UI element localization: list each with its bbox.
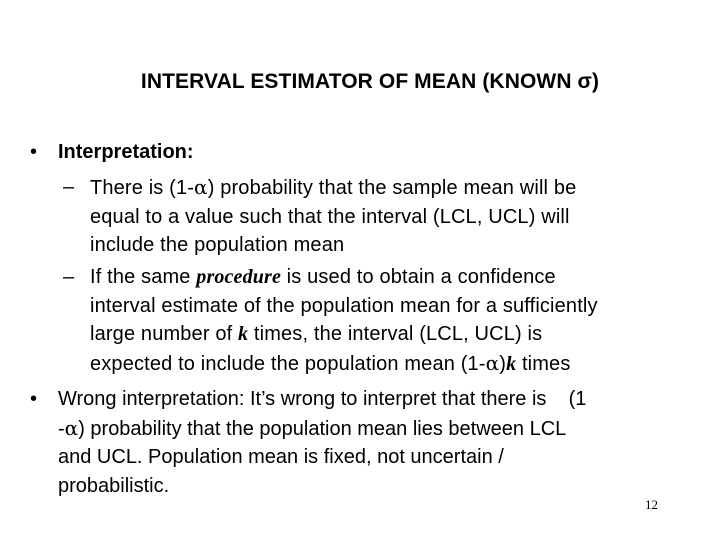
text-line: Wrong interpretation: It’s wrong to interpret that there is (1 (58, 388, 587, 410)
subitem-marker: – (63, 266, 75, 288)
text-line: -α) probability that the population mean lies between LCL (58, 415, 567, 440)
slide-title: INTERVAL ESTIMATOR OF MEAN (KNOWN σ) (140, 70, 600, 93)
subitem-probability-statement (90, 173, 710, 260)
bullet-heading-interpretation: Interpretation: (58, 141, 194, 163)
text-line: include the population mean (90, 234, 345, 256)
page-number: 12 (645, 497, 658, 512)
text-line: If the same procedure is used to obtain a confidence (90, 266, 556, 288)
variable-k: k (238, 323, 249, 345)
text-line: large number of k times, the interval (LCL, UCL) is (90, 323, 543, 345)
text-line: and UCL. Population mean is fixed, not uncertain / (58, 446, 504, 468)
text-line: expected to include the population mean (1-α)k times (90, 350, 571, 375)
text-line: equal to a value such that the interval (LCL, UCL) will (90, 205, 570, 228)
variable-k: k (506, 352, 517, 375)
emphasis-procedure: procedure (196, 266, 281, 288)
text-line: interval estimate of the population mean for a sufficiently (90, 294, 598, 317)
bullet-wrong-interpretation (58, 385, 708, 500)
subitem-marker: – (63, 176, 75, 198)
bullet-marker: • (30, 141, 38, 163)
bullet-marker: • (30, 388, 38, 410)
subitem-repeated-procedure (90, 263, 710, 378)
text-line: There is (1-α) probability that the sample mean will be (90, 175, 577, 199)
text-line: probabilistic. (58, 474, 170, 497)
